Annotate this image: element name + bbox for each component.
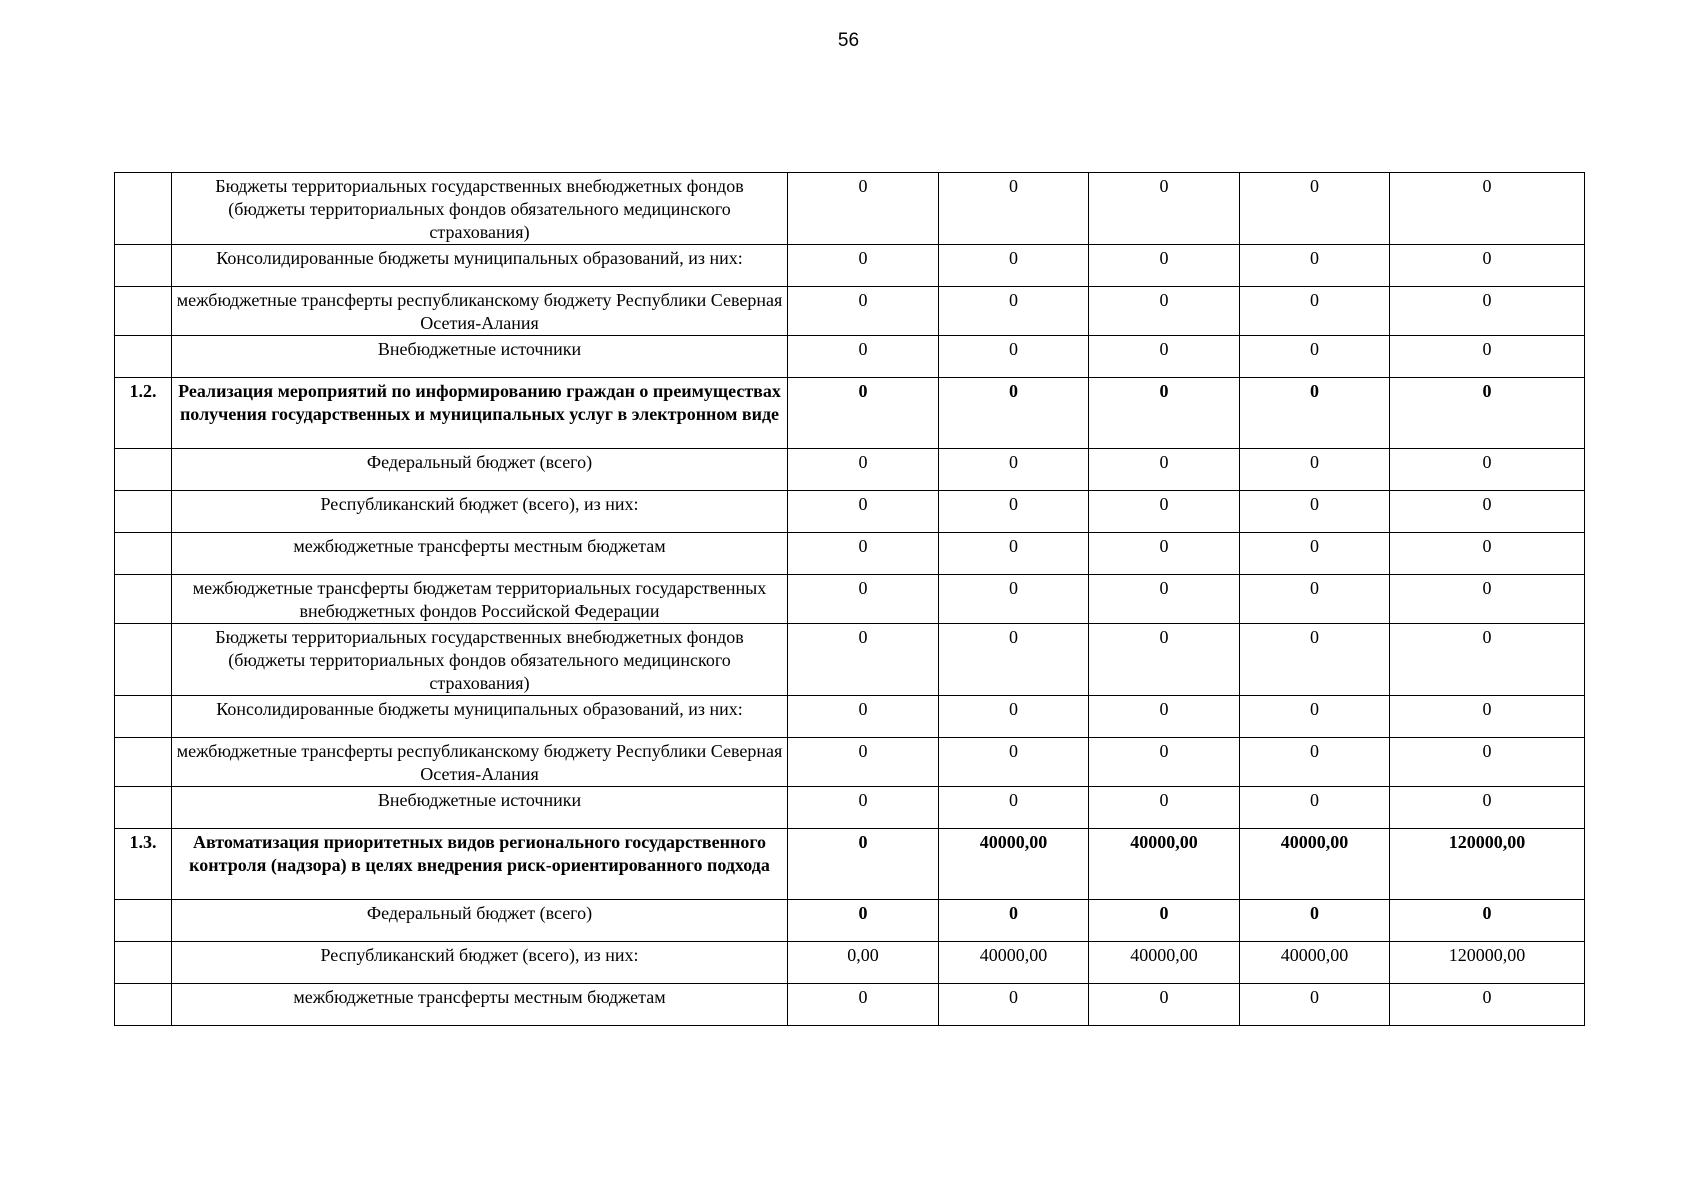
section-row-1-2 — [115, 378, 1585, 449]
value-cell: 0 — [1089, 173, 1240, 245]
value-cell: 0 — [939, 738, 1089, 787]
value-cell: 0 — [1240, 900, 1390, 942]
value-cell: 40000,00 — [1089, 942, 1240, 984]
row-number-cell — [115, 336, 172, 378]
row-name-cell: Федеральный бюджет (всего) — [172, 900, 788, 942]
row-number-cell — [115, 449, 172, 491]
value-cell: 0 — [1390, 900, 1585, 942]
value-cell: 0 — [788, 173, 939, 245]
row-name-cell: Реализация мероприятий по информированию граждан о преимуществах получения государственных и муниципальных услуг в электронном виде — [172, 378, 788, 449]
value-cell: 0 — [939, 287, 1089, 336]
value-cell: 0 — [788, 575, 939, 624]
value-cell: 0 — [939, 378, 1089, 449]
value-cell: 0 — [1089, 336, 1240, 378]
row-number-cell — [115, 624, 172, 696]
row-name-cell: Республиканский бюджет (всего), из них: — [172, 942, 788, 984]
value-cell: 40000,00 — [939, 942, 1089, 984]
value-cell: 0 — [939, 491, 1089, 533]
table-row — [115, 336, 1585, 378]
value-cell: 0 — [1240, 491, 1390, 533]
row-number-cell — [115, 900, 172, 942]
value-cell: 120000,00 — [1390, 942, 1585, 984]
value-cell: 0 — [788, 738, 939, 787]
row-number-cell — [115, 245, 172, 287]
value-cell: 0 — [939, 984, 1089, 1026]
value-cell: 0 — [788, 533, 939, 575]
row-number-cell — [115, 287, 172, 336]
value-cell: 0 — [1390, 984, 1585, 1026]
value-cell: 0 — [939, 173, 1089, 245]
value-cell: 40000,00 — [1240, 942, 1390, 984]
row-name-cell: Республиканский бюджет (всего), из них: — [172, 491, 788, 533]
value-cell: 0 — [939, 900, 1089, 942]
row-name-cell: Внебюджетные источники — [172, 787, 788, 829]
value-cell: 0 — [939, 696, 1089, 738]
value-cell: 0 — [1390, 287, 1585, 336]
table-row — [115, 984, 1585, 1026]
value-cell: 0 — [939, 336, 1089, 378]
row-name-cell: межбюджетные трансферты республиканскому бюджету Республики Северная Осетия-Алания — [172, 287, 788, 336]
value-cell: 0 — [1089, 449, 1240, 491]
table-row — [115, 575, 1585, 624]
value-cell: 0 — [1240, 533, 1390, 575]
value-cell: 0 — [1089, 575, 1240, 624]
value-cell: 0 — [1089, 984, 1240, 1026]
row-name-cell: Бюджеты территориальных государственных внебюджетных фондов (бюджеты территориальных фондов обязательного медицинского страхования) — [172, 173, 788, 245]
row-number-cell — [115, 173, 172, 245]
row-number-cell: 1.3. — [115, 829, 172, 900]
row-name-cell: Федеральный бюджет (всего) — [172, 449, 788, 491]
value-cell: 0,00 — [788, 942, 939, 984]
value-cell: 0 — [788, 245, 939, 287]
table-row — [115, 900, 1585, 942]
table-row — [115, 738, 1585, 787]
value-cell: 0 — [1089, 287, 1240, 336]
value-cell: 0 — [788, 900, 939, 942]
value-cell: 0 — [939, 245, 1089, 287]
value-cell: 0 — [939, 575, 1089, 624]
value-cell: 0 — [1089, 245, 1240, 287]
value-cell: 0 — [1390, 378, 1585, 449]
row-name-cell: межбюджетные трансферты местным бюджетам — [172, 533, 788, 575]
value-cell: 0 — [1240, 984, 1390, 1026]
value-cell: 0 — [788, 624, 939, 696]
value-cell: 0 — [1089, 491, 1240, 533]
section-row-1-3 — [115, 829, 1585, 900]
value-cell: 0 — [1390, 533, 1585, 575]
budget-table-body — [115, 173, 1585, 1026]
row-number-cell — [115, 533, 172, 575]
value-cell: 0 — [1240, 449, 1390, 491]
value-cell: 0 — [788, 336, 939, 378]
value-cell: 0 — [788, 378, 939, 449]
value-cell: 0 — [1390, 336, 1585, 378]
value-cell: 0 — [1089, 787, 1240, 829]
table-row — [115, 787, 1585, 829]
value-cell: 0 — [1390, 245, 1585, 287]
value-cell: 0 — [1240, 696, 1390, 738]
row-number-cell — [115, 491, 172, 533]
value-cell: 0 — [1390, 575, 1585, 624]
value-cell: 0 — [1089, 624, 1240, 696]
value-cell: 0 — [1089, 738, 1240, 787]
row-name-cell: Автоматизация приоритетных видов регионального государственного контроля (надзора) в целях внедрения риск-ориентированного подхода — [172, 829, 788, 900]
value-cell: 0 — [788, 696, 939, 738]
value-cell: 0 — [1240, 787, 1390, 829]
value-cell: 40000,00 — [1089, 829, 1240, 900]
row-number-cell — [115, 575, 172, 624]
value-cell: 0 — [1390, 696, 1585, 738]
table-row — [115, 491, 1585, 533]
table-row — [115, 287, 1585, 336]
value-cell: 0 — [1240, 287, 1390, 336]
value-cell: 0 — [1089, 900, 1240, 942]
value-cell: 0 — [1390, 491, 1585, 533]
value-cell: 0 — [788, 287, 939, 336]
table-row — [115, 696, 1585, 738]
row-number-cell — [115, 787, 172, 829]
table-row — [115, 533, 1585, 575]
value-cell: 0 — [1390, 738, 1585, 787]
row-number-cell — [115, 696, 172, 738]
value-cell: 0 — [788, 829, 939, 900]
table-row — [115, 449, 1585, 491]
value-cell: 0 — [1240, 624, 1390, 696]
value-cell: 0 — [788, 449, 939, 491]
value-cell: 0 — [1240, 575, 1390, 624]
row-number-cell — [115, 984, 172, 1026]
value-cell: 0 — [1390, 787, 1585, 829]
value-cell: 0 — [1240, 245, 1390, 287]
row-number-cell: 1.2. — [115, 378, 172, 449]
row-name-cell: Консолидированные бюджеты муниципальных образований, из них: — [172, 696, 788, 738]
value-cell: 0 — [1240, 378, 1390, 449]
value-cell: 0 — [788, 491, 939, 533]
value-cell: 0 — [939, 624, 1089, 696]
value-cell: 0 — [788, 984, 939, 1026]
page-number: 56 — [837, 30, 860, 51]
value-cell: 0 — [1089, 378, 1240, 449]
row-number-cell — [115, 942, 172, 984]
value-cell: 0 — [1390, 449, 1585, 491]
row-name-cell: межбюджетные трансферты республиканскому бюджету Республики Северная Осетия-Алания — [172, 738, 788, 787]
value-cell: 40000,00 — [1240, 829, 1390, 900]
table-row — [115, 942, 1585, 984]
value-cell: 0 — [1390, 173, 1585, 245]
value-cell: 0 — [788, 787, 939, 829]
row-name-cell: Внебюджетные источники — [172, 336, 788, 378]
row-name-cell: Бюджеты территориальных государственных внебюджетных фондов (бюджеты территориальных фондов обязательного медицинского страхования) — [172, 624, 788, 696]
table-row — [115, 173, 1585, 245]
row-name-cell: межбюджетные трансферты местным бюджетам — [172, 984, 788, 1026]
value-cell: 0 — [1089, 696, 1240, 738]
value-cell: 0 — [1240, 738, 1390, 787]
value-cell: 0 — [939, 533, 1089, 575]
row-number-cell — [115, 738, 172, 787]
value-cell: 0 — [1390, 624, 1585, 696]
row-name-cell: Консолидированные бюджеты муниципальных образований, из них: — [172, 245, 788, 287]
row-name-cell: межбюджетные трансферты бюджетам территориальных государственных внебюджетных фондов Российской Федерации — [172, 575, 788, 624]
value-cell: 0 — [1240, 336, 1390, 378]
table-row — [115, 245, 1585, 287]
table-row — [115, 624, 1585, 696]
value-cell: 0 — [939, 787, 1089, 829]
value-cell: 40000,00 — [939, 829, 1089, 900]
value-cell: 120000,00 — [1390, 829, 1585, 900]
value-cell: 0 — [1240, 173, 1390, 245]
value-cell: 0 — [939, 449, 1089, 491]
value-cell: 0 — [1089, 533, 1240, 575]
budget-table — [114, 172, 1585, 1026]
